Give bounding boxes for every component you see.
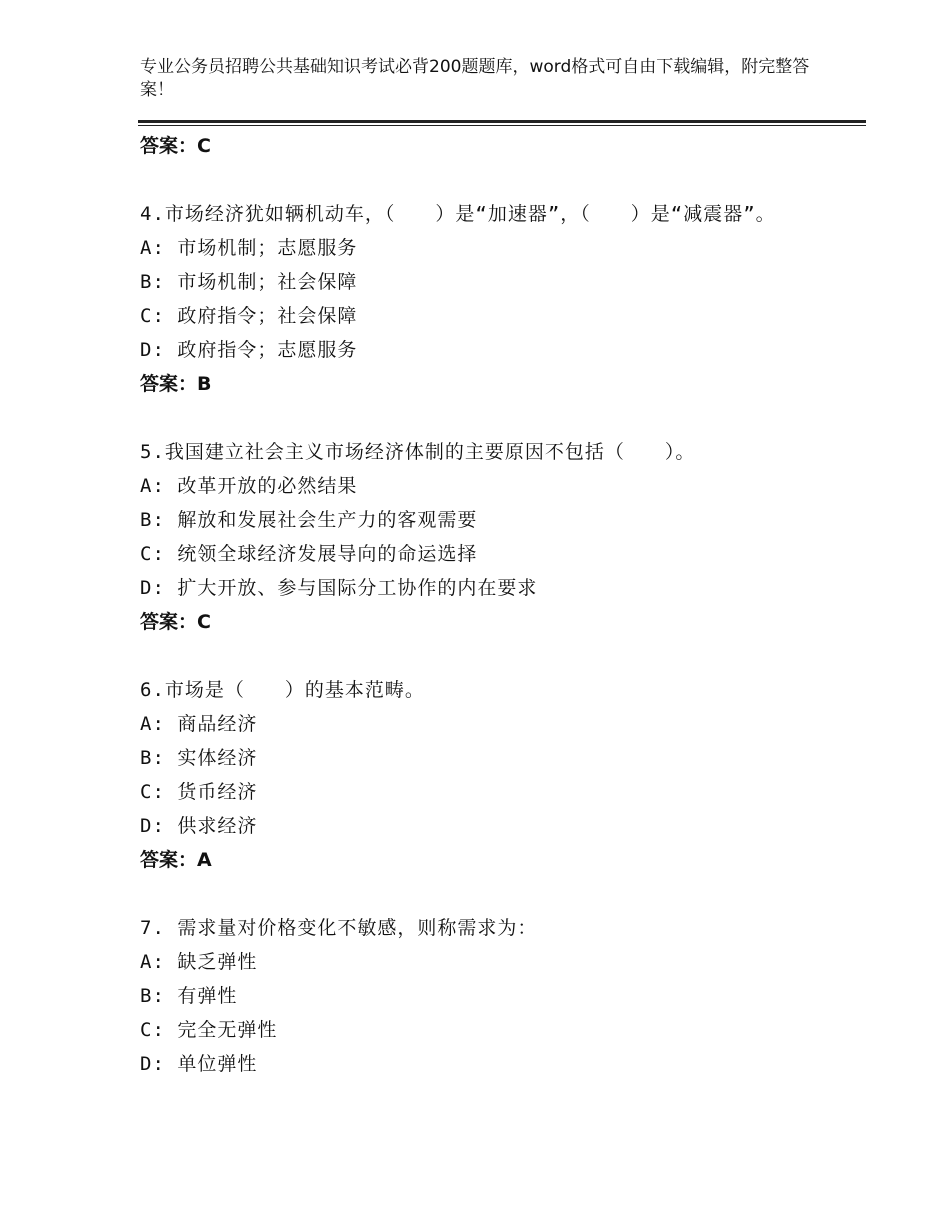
option-b: B: 有弹性 [140, 985, 238, 1007]
option-c: C: 统领全球经济发展导向的命运选择 [140, 543, 478, 565]
header-divider-thin [138, 125, 866, 126]
option-b: B: 解放和发展社会生产力的客观需要 [140, 509, 478, 531]
option-d: D: 政府指令；志愿服务 [140, 339, 358, 361]
question-6 [140, 673, 860, 877]
answer-line: 答案：C [140, 135, 211, 157]
option-c: C: 货币经济 [140, 781, 258, 803]
option-d: D: 扩大开放、参与国际分工协作的内在要求 [140, 577, 538, 599]
answer-line: 答案：C [140, 611, 211, 633]
option-d: D: 单位弹性 [140, 1053, 258, 1075]
option-a: A: 市场机制；志愿服务 [140, 237, 358, 259]
question-stem: 5.我国建立社会主义市场经济体制的主要原因不包括（ ）。 [140, 441, 696, 463]
option-c: C: 完全无弹性 [140, 1019, 278, 1041]
question-stem: 4.市场经济犹如辆机动车，（ ）是“加速器”，（ ）是“减震器”。 [140, 203, 776, 225]
question-stem: 6.市场是（ ）的基本范畴。 [140, 679, 425, 701]
header-divider-thick [138, 120, 866, 123]
answer-line: 答案：B [140, 373, 212, 395]
option-d: D: 供求经济 [140, 815, 258, 837]
question-7 [140, 911, 860, 1081]
question-stem: 7. 需求量对价格变化不敏感，则称需求为： [140, 917, 538, 939]
option-a: A: 缺乏弹性 [140, 951, 258, 973]
answer-line: 答案：A [140, 849, 212, 871]
option-b: B: 实体经济 [140, 747, 258, 769]
option-a: A: 改革开放的必然结果 [140, 475, 358, 497]
option-c: C: 政府指令；社会保障 [140, 305, 358, 327]
page-header-text: 专业公务员招聘公共基础知识考试必背200题题库，word格式可自由下载编辑，附完整答案！ [140, 57, 810, 100]
question-4 [140, 197, 860, 401]
question-5 [140, 435, 860, 639]
option-a: A: 商品经济 [140, 713, 258, 735]
option-b: B: 市场机制；社会保障 [140, 271, 358, 293]
question-list [140, 129, 860, 1081]
